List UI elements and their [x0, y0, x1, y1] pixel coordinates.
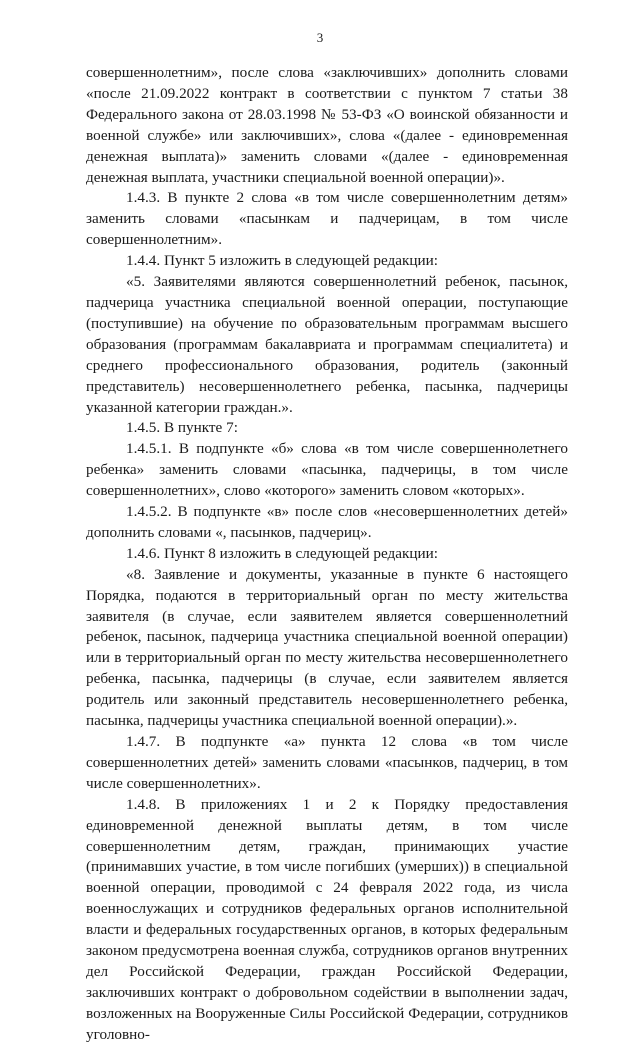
paragraph-1-4-8: 1.4.8. В приложениях 1 и 2 к Порядку предоставления единовременной денежной выплаты детям, в том числе совершеннолетним детям, граждан, принимающих участие (принимавших участие, в том числе погибших (умерших)) в специальной военной операции, проводимой с 24 февраля 2022 года, из числа военнослужащих и сотрудников федеральных органов исполнительной власти и федеральных государственных органов, в которых федеральным законом предусмотрена военная служба, сотрудников органов внутренних дел Российской Федерации, граждан Российской Федерации, заключивших контракт о добровольном содействии в выполнении задач, возложенных на Вооруженные Силы Российской Федерации, сотрудников уголовно- [86, 795, 568, 1043]
paragraph-1-4-5-2: 1.4.5.2. В подпункте «в» после слов «несовершеннолетних детей» дополнить словами «, пасынков, падчериц». [86, 503, 568, 541]
paragraph-1-4-7: 1.4.7. В подпункте «а» пункта 12 слова «в том числе совершеннолетних детей» заменить словами «пасынков, падчериц, в том числе совершеннолетних». [86, 733, 568, 792]
paragraph-1-4-3: 1.4.3. В пункте 2 слова «в том числе совершеннолетним детям» заменить словами «пасынкам и падчерицам, в том числе совершеннолетним». [86, 189, 568, 249]
paragraph-quote-point-8: «8. Заявление и документы, указанные в пункте 6 настоящего Порядка, подаются в территориальный орган по месту жительства заявителя (в случае, если заявителем является совершеннолетний ребенок, пасынок, падчерица участника специальной военной операции) или в территориальный орган по месту жительства несовершеннолетнего ребенка, пасынка, падчерицы (в случае, если заявителем является родитель или законный представитель несовершеннолетнего ребенка, пасынка, падчерицы участника специальной военной операции).». [86, 565, 568, 730]
paragraph-1-4-5: 1.4.5. В пункте 7: [126, 419, 238, 437]
paragraph-continuation: совершеннолетним», после слова «заключивших» дополнить словами «после 21.09.2022 контракт в соответствии с пунктом 7 статьи 38 Федерального закона от 28.03.1998 № 53-ФЗ «О воинской обязанности и военной службе» или заключивших», слова «(далее - единовременная денежная выплата)» заменить словами «(далее - единовременная денежная выплата, участники специальной военной операции)». [86, 64, 568, 186]
paragraph-quote-point-5: «5. Заявителями являются совершеннолетний ребенок, пасынок, падчерица участника специальной военной операции, поступающие (поступившие) на обучение по образовательным программам высшего образования (программам бакалавриата и программам специалитета) и среднего профессионального образования, родитель (законный представитель) несовершеннолетнего ребенка, пасынка, падчерицы указанной категории граждан.». [86, 273, 568, 416]
paragraph-1-4-5-1: 1.4.5.1. В подпункте «б» слова «в том числе совершеннолетнего ребенка» заменить словами «пасынка, падчерицы, в том числе совершеннолетних», слово «которого» заменить словом «которых». [86, 440, 568, 500]
page-number: 3 [316, 30, 324, 45]
document-body [86, 63, 568, 1046]
paragraph-1-4-6: 1.4.6. Пункт 8 изложить в следующей редакции: [126, 544, 439, 562]
paragraph-1-4-4: 1.4.4. Пункт 5 изложить в следующей редакции: [126, 252, 439, 270]
